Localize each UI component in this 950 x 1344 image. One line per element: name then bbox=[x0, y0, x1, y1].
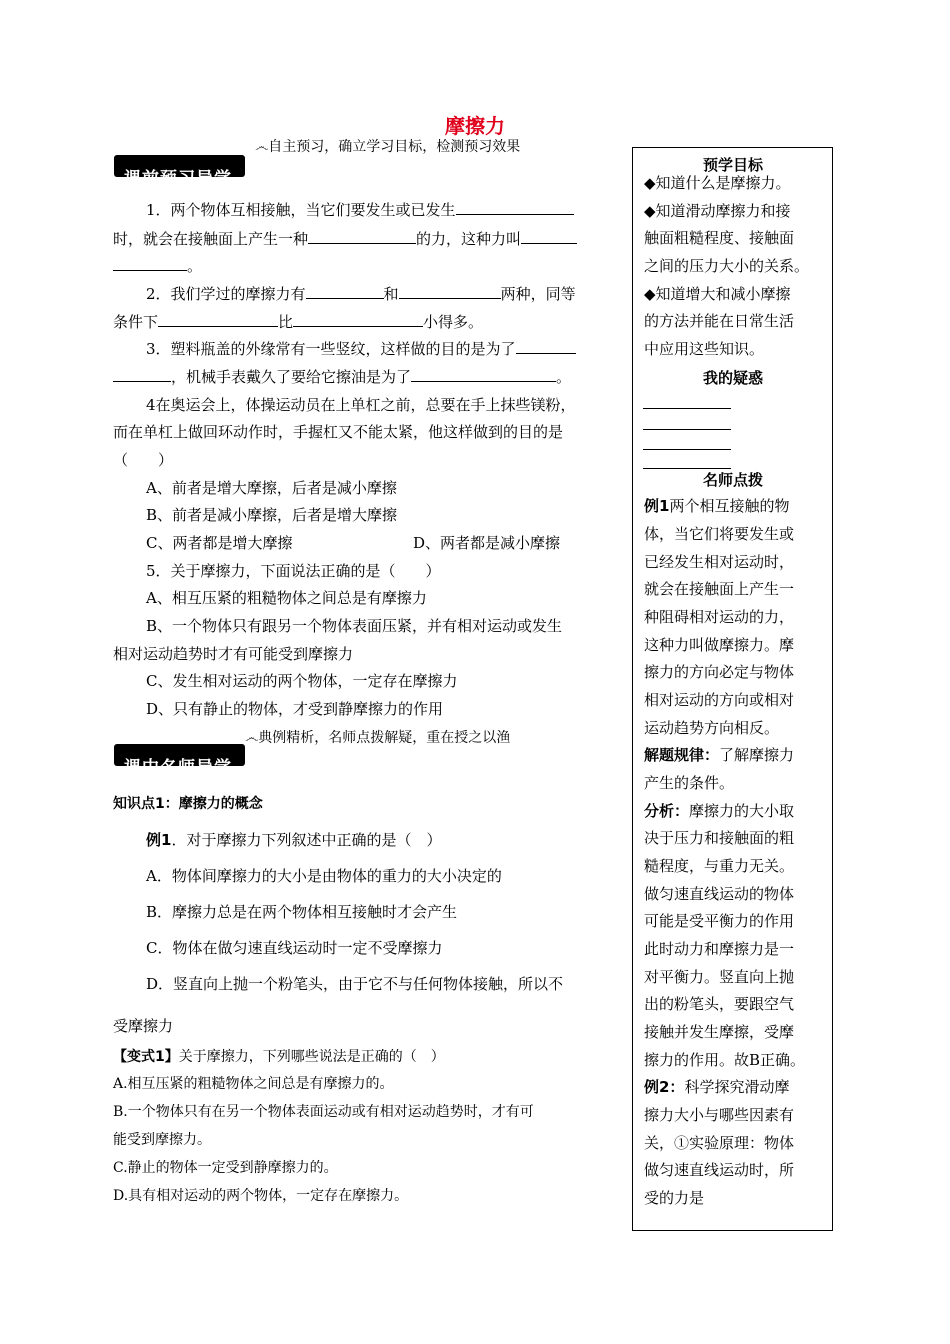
page-title: 摩擦力 bbox=[445, 114, 505, 138]
tip-analysis-line: 接触并发生摩擦，受摩 bbox=[644, 1023, 795, 1041]
knowledge-point-1: 知识点1：摩擦力的概念 bbox=[113, 796, 263, 812]
q1-line2: 时，就会在接触面上产生一种 的力，这种力叫 bbox=[113, 228, 577, 249]
tip-analysis-line: 出的粉笔头，要跟空气 bbox=[644, 995, 795, 1013]
q5-option-b-cont: 相对运动趋势时才有可能受到摩擦力 bbox=[113, 645, 354, 663]
ex1-option-c: C．物体在做匀速直线运动时一定不受摩擦力 bbox=[146, 939, 443, 957]
tip-ex1-line: 这种力叫做摩擦力。摩 bbox=[644, 636, 795, 654]
goal-line: 触面粗糙程度、接触面 bbox=[644, 229, 795, 247]
ex1-option-d: D．竖直向上抛一个粉笔头，由于它不与任何物体接触，所以不 bbox=[146, 975, 564, 993]
ex1-option-a: A．物体间摩擦力的大小是由物体的重力的大小决定的 bbox=[146, 867, 502, 885]
doubt-rule bbox=[643, 408, 731, 409]
tip-rule-line: 解题规律：了解摩擦力 bbox=[644, 746, 795, 764]
tip-analysis-line: 擦力的作用。故B正确。 bbox=[644, 1051, 806, 1069]
tip-ex1-line: 相对运动的方向或相对 bbox=[644, 691, 795, 709]
variant1-stem: 【变式1】关于摩擦力，下列哪些说法是正确的（ ） bbox=[113, 1049, 445, 1065]
doubt-rule bbox=[643, 449, 731, 450]
tip-analysis-line: 此时动力和摩擦力是一 bbox=[644, 940, 795, 958]
tip-ex2-line: 关，①实验原理：物体 bbox=[644, 1134, 795, 1152]
q5-option-a: A、相互压紧的粗糙物体之间总是有摩擦力 bbox=[146, 589, 427, 607]
goal-line: ◆知道增大和减小摩擦 bbox=[644, 285, 791, 303]
tip-ex1-line: 例1两个相互接触的物 bbox=[644, 497, 790, 515]
tip-analysis-line: 对平衡力。竖直向上抛 bbox=[644, 968, 795, 986]
q5-stem: 5．关于摩擦力，下面说法正确的是（ ） bbox=[146, 562, 441, 580]
q2-line1: 2．我们学过的摩擦力有 和 两种，同等 bbox=[146, 285, 576, 303]
ex1-option-d-cont: 受摩擦力 bbox=[113, 1017, 174, 1035]
tip-analysis-line: 做匀速直线运动的物体 bbox=[644, 885, 795, 903]
ex1-option-b: B．摩擦力总是在两个物体相互接触时才会产生 bbox=[146, 903, 458, 921]
tip-ex1-line: 已经发生相对运动时， bbox=[644, 553, 795, 571]
q4-option-d: D、两者都是减小摩擦 bbox=[413, 534, 561, 552]
variant1-option-a: A.相互压紧的粗糙物体之间总是有摩擦力的。 bbox=[113, 1076, 394, 1092]
doubts-title: 我的疑惑 bbox=[702, 369, 763, 387]
tip-ex2-line: 做匀速直线运动时，所 bbox=[644, 1161, 795, 1179]
q5-option-b: B、一个物体只有跟另一个物体表面压紧，并有相对运动或发生 bbox=[146, 617, 563, 635]
tip-analysis-line: 决于压力和接触面的粗 bbox=[644, 829, 795, 847]
tip-ex2-line: 受的力是 bbox=[644, 1189, 705, 1207]
q4-option-b: B、前者是减小摩擦，后者是增大摩擦 bbox=[146, 506, 398, 524]
tip-ex1-line: 运动趋势方向相反。 bbox=[644, 719, 780, 737]
goal-line: 的方法并能在日常生活 bbox=[644, 312, 795, 330]
ex1-stem: 例1．对于摩擦力下列叙述中正确的是（ ） bbox=[146, 831, 442, 849]
goals-title: 预学目标 bbox=[702, 156, 763, 174]
q4-line2: 而在单杠上做回环动作时，手握杠又不能太紧，他这样做到的目的是 bbox=[113, 423, 564, 441]
tip-ex1-line: 体，当它们将要发生或 bbox=[644, 525, 795, 543]
goal-line: ◆知道滑动摩擦力和接 bbox=[644, 202, 791, 220]
tips-title: 名师点拨 bbox=[702, 471, 763, 489]
sidebar-panel bbox=[632, 147, 833, 1231]
section1-banner: 课前预习导学 bbox=[114, 155, 245, 177]
q3-line2: ，机械手表戴久了要给它擦油是为了 。 bbox=[113, 366, 571, 387]
variant1-option-d: D.具有相对运动的两个物体，一定存在摩擦力。 bbox=[113, 1188, 409, 1204]
section2-subtitle: ෴典例精析，名师点拨解疑，重在授之以渔 bbox=[245, 730, 511, 746]
variant1-option-b: B.一个物体只有在另一个物体表面运动或有相对运动趋势时，才有可 bbox=[113, 1104, 534, 1120]
tip-ex1-line: 种阻碍相对运动的力， bbox=[644, 608, 795, 626]
q1-line1: 1．两个物体互相接触，当它们要发生或已发生 bbox=[146, 199, 574, 220]
q5-option-c: C、发生相对运动的两个物体，一定存在摩擦力 bbox=[146, 672, 458, 690]
q3-line1: 3．塑料瓶盖的外缘常有一些竖纹，这样做的目的是为了 bbox=[146, 338, 576, 359]
tip-analysis-line: 分析：摩擦力的大小取 bbox=[644, 802, 795, 820]
q4-line1: 4在奥运会上，体操运动员在上单杠之前，总要在手上抹些镁粉， bbox=[146, 396, 576, 414]
goal-line: ◆知道什么是摩擦力。 bbox=[644, 174, 791, 192]
q5-option-d: D、只有静止的物体，才受到静摩擦力的作用 bbox=[146, 700, 444, 718]
q1-line3: 。 bbox=[113, 255, 202, 276]
tip-rule-line: 产生的条件。 bbox=[644, 774, 735, 792]
tip-analysis-line: 可能是受平衡力的作用 bbox=[644, 912, 795, 930]
q4-option-a: A、前者是增大摩擦，后者是减小摩擦 bbox=[146, 479, 397, 497]
q4-option-c: C、两者都是增大摩擦 bbox=[146, 534, 293, 552]
tip-ex1-line: 擦力的方向必定与物体 bbox=[644, 663, 795, 681]
doubt-rule bbox=[643, 429, 731, 430]
section1-subtitle: ෴自主预习，确立学习目标，检测预习效果 bbox=[255, 139, 521, 155]
variant1-option-b-cont: 能受到摩擦力。 bbox=[113, 1132, 211, 1148]
section2-banner: 课中名师导学 bbox=[114, 744, 245, 766]
tip-analysis-line: 糙程度，与重力无关。 bbox=[644, 857, 795, 875]
goal-line: 中应用这些知识。 bbox=[644, 340, 765, 358]
tip-ex2-line: 擦力大小与哪些因素有 bbox=[644, 1106, 795, 1124]
q2-line2: 条件下 比 小得多。 bbox=[113, 313, 484, 331]
q4-line3: （ ） bbox=[113, 451, 174, 469]
variant1-option-c: C.静止的物体一定受到静摩擦力的。 bbox=[113, 1160, 338, 1176]
tip-ex2-line: 例2：科学探究滑动摩 bbox=[644, 1078, 790, 1096]
goal-line: 之间的压力大小的关系。 bbox=[644, 257, 810, 275]
tip-ex1-line: 就会在接触面上产生一 bbox=[644, 580, 795, 598]
